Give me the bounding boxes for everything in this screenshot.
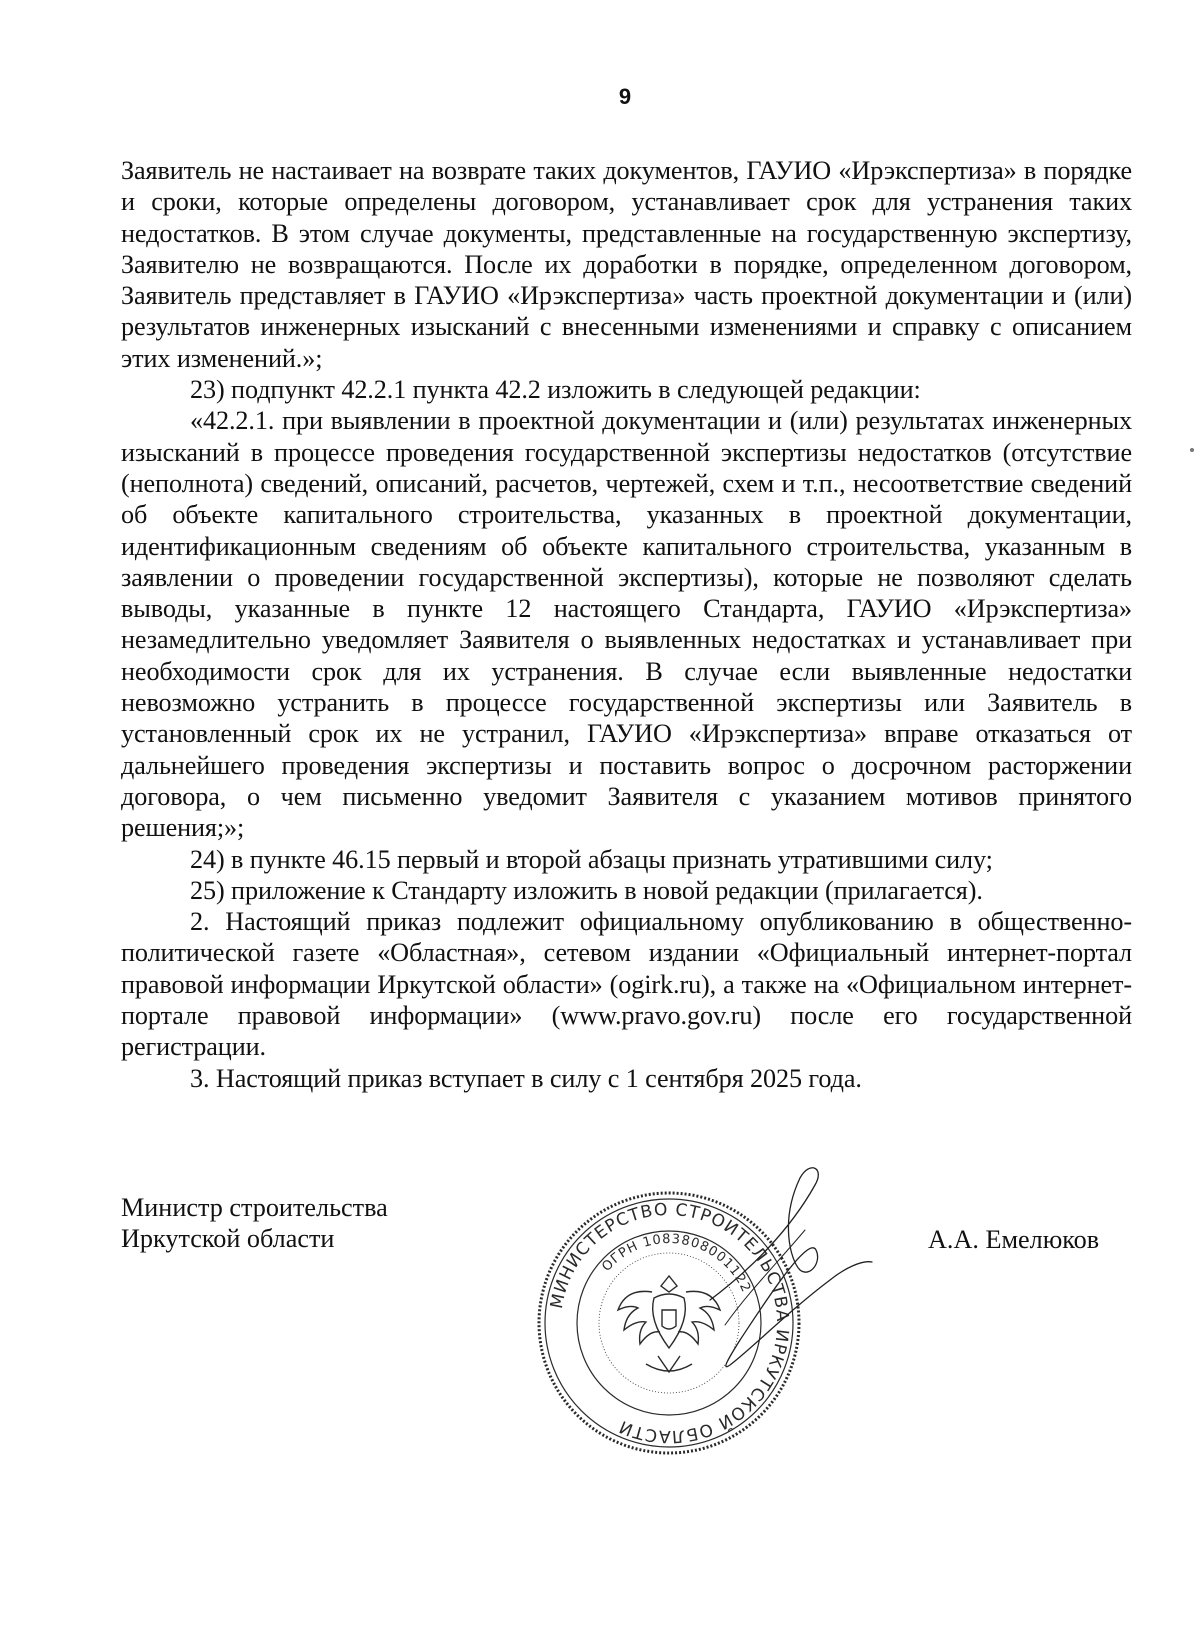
paragraph-7: 3. Настоящий приказ вступает в силу с 1 сентября 2025 года. bbox=[190, 1063, 862, 1093]
paragraph-3: «42.2.1. при выявлении в проектной документации и (или) результатах инженерных изысканий в процессе проведения государственной экспертизы недостатков (отсутствие (неполнота) сведений, описаний, расчетов, чертежей, схем и т.п., несоответствие сведений об объекте капитального строительства, указанных в проектной документации, идентификационным сведениям об объекте капитального строительства, указанным в заявлении о проведении государственной экспертизы), которые не позволяют сделать выводы, указанные в пункте 12 настоящего Стандарта, ГАУИО «Ирэкспертиза» незамедлительно уведомляет Заявителя о выявленных недостатках и устанавливает при необходимости срок для их устранения. В случае если выявленные недостатки невозможно устранить в процессе государственной экспертизы или Заявитель в установленный срок их не устранил, ГАУИО «Ирэкспертиза» вправе отказаться от дальнейшего проведения экспертизы и поставить вопрос о досрочном расторжении договора, о чем письменно уведомит Заявителя с указанием мотивов принятого решения;»; bbox=[121, 406, 1132, 843]
handwritten-signature bbox=[640, 1150, 890, 1390]
signer-position bbox=[121, 1192, 388, 1255]
scan-speck bbox=[1190, 448, 1194, 452]
signer-position-line-2: Иркутской области bbox=[121, 1224, 335, 1254]
page-number: 9 bbox=[618, 84, 632, 109]
paragraph-2: 23) подпункт 42.2.1 пункта 42.2 изложить в следующей редакции: bbox=[190, 375, 921, 405]
seal-ogrn-text: ОГРН 1083808001122 bbox=[599, 1231, 754, 1296]
signer-position-line-1: Министр строительства bbox=[121, 1193, 388, 1222]
document-body bbox=[121, 155, 1132, 1094]
signer-name: А.А. Емелюков bbox=[928, 1225, 1100, 1254]
paragraph-1: Заявитель не настаивает на возврате таких документов, ГАУИО «Ирэкспертиза» в порядке и сроки, которые определены договором, устанавливает срок для устранения таких недостатков. В этом случае документы, представленные на государственную экспертизу, Заявителю не возвращаются. После их доработки в порядке, определенном договором, Заявитель представляет в ГАУИО «Ирэкспертиза» часть проектной документации и (или) результатов инженерных изысканий с внесенными изменениями и справку с описанием этих изменений.»; bbox=[121, 156, 1132, 373]
paragraph-6: 2. Настоящий приказ подлежит официальному опубликованию в общественно-политической газете «Областная», сетевом издании «Официальный интернет-портал правовой информации Иркутской области» (ogirk.ru), а также на «Официальном интернет-портале правовой информации» (www.pravo.gov.ru) после его государственной регистрации. bbox=[121, 907, 1132, 1062]
seal-ring-text: МИНИСТЕРСТВО СТРОИТЕЛЬСТВА ИРКУТСКОЙ ОБЛАСТИ bbox=[546, 1199, 793, 1447]
paragraph-5: 25) приложение к Стандарту изложить в новой редакции (прилагается). bbox=[190, 875, 983, 905]
paragraph-4: 24) в пункте 46.15 первый и второй абзацы признать утратившими силу; bbox=[190, 844, 993, 874]
